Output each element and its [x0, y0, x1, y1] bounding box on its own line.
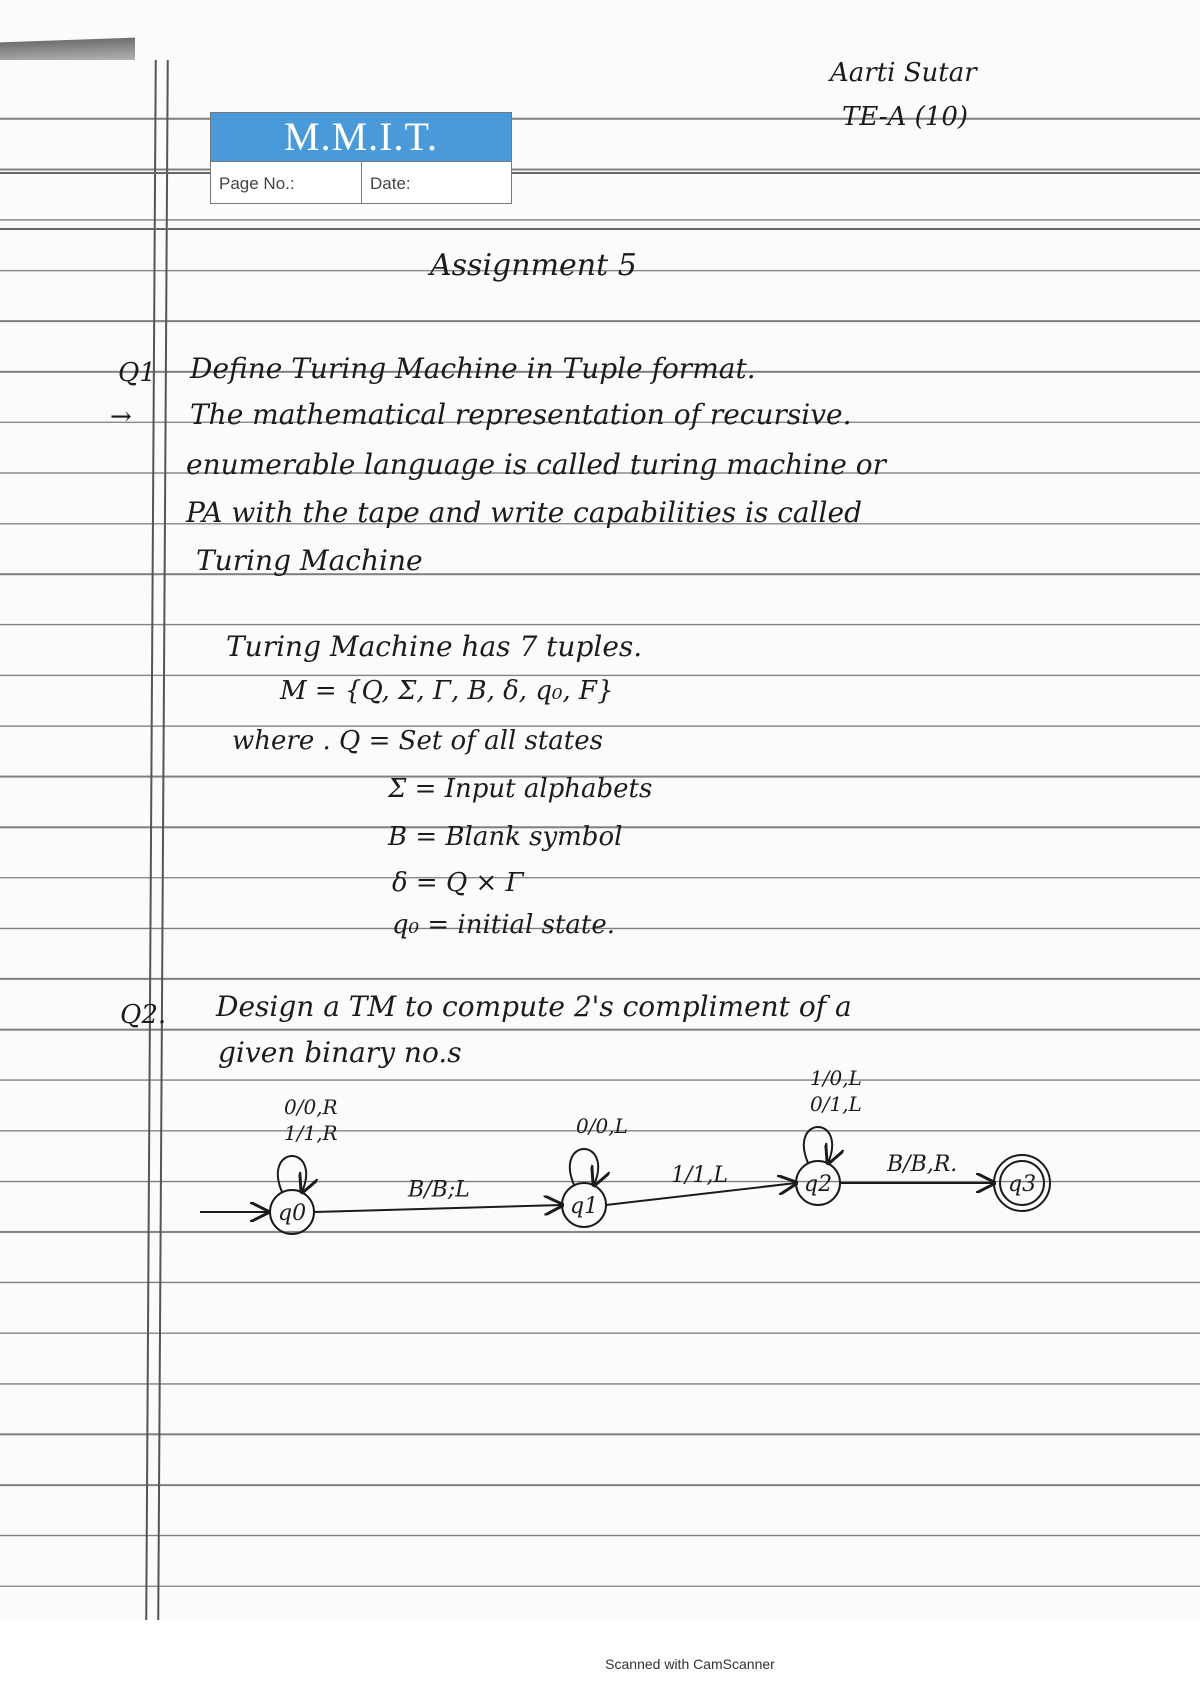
self-loop-arrow: [570, 1149, 598, 1185]
student-name: Aarti Sutar: [830, 58, 977, 88]
where-line: δ = Q × Γ: [392, 868, 524, 898]
q1-question: Define Turing Machine in Tuple format.: [190, 352, 756, 385]
q2-number: Q2.: [120, 1000, 167, 1030]
transitions-layer: [314, 1152, 994, 1212]
transition-label: B/B;L: [408, 1177, 470, 1203]
transition-label: B/B,R.: [887, 1152, 958, 1177]
where-line: B = Blank symbol: [388, 822, 623, 852]
where-line: where . Q = Set of all states: [232, 726, 603, 756]
mmit-logo-title: M.M.I.T.: [211, 113, 511, 161]
loop-label: 0/0,L: [576, 1114, 628, 1138]
q2-question-line: given binary no.s: [218, 1036, 462, 1069]
state-label: q0: [278, 1201, 307, 1226]
answer-line: enumerable language is called turing machine or: [186, 448, 886, 481]
tuples-intro: Turing Machine has 7 tuples.: [226, 630, 643, 663]
page-no-label: Page No.:: [211, 162, 362, 204]
where-line: q₀ = initial state.: [392, 910, 615, 940]
transition-arrow: [314, 1205, 562, 1212]
date-label: Date:: [370, 174, 411, 193]
scanner-watermark: Scanned with CamScanner: [605, 1656, 775, 1672]
self-loop-arrow: [278, 1156, 306, 1192]
loop-label: 1/1,R: [284, 1121, 338, 1145]
class-roll: TE-A (10): [842, 102, 969, 132]
where-line: Σ = Input alphabets: [388, 774, 653, 804]
answer-line: Turing Machine: [196, 544, 423, 577]
state-label: q1: [570, 1194, 599, 1219]
answer-line: PA with the tape and write capabilities is called: [186, 496, 863, 529]
state-label: q2: [804, 1172, 833, 1197]
tuple-definition: M = {Q, Σ, Γ, B, δ, q₀, F}: [280, 676, 614, 706]
assignment-title: Assignment 5: [430, 248, 637, 283]
q2-question-line: Design a TM to compute 2's compliment of a: [216, 990, 852, 1023]
transition-label: 1/1,L: [671, 1163, 729, 1188]
loop-label: 0/1,L: [810, 1092, 862, 1116]
answer-arrow: →: [110, 402, 132, 432]
answer-line: The mathematical representation of recursive.: [190, 398, 852, 431]
loop-label: 0/0,R: [284, 1095, 338, 1119]
q1-number: Q1: [118, 358, 156, 388]
loop-label: 1/0,L: [810, 1066, 862, 1090]
state-label: q3: [1008, 1172, 1037, 1197]
loops-layer: [278, 1066, 862, 1192]
self-loop-arrow: [804, 1127, 832, 1163]
